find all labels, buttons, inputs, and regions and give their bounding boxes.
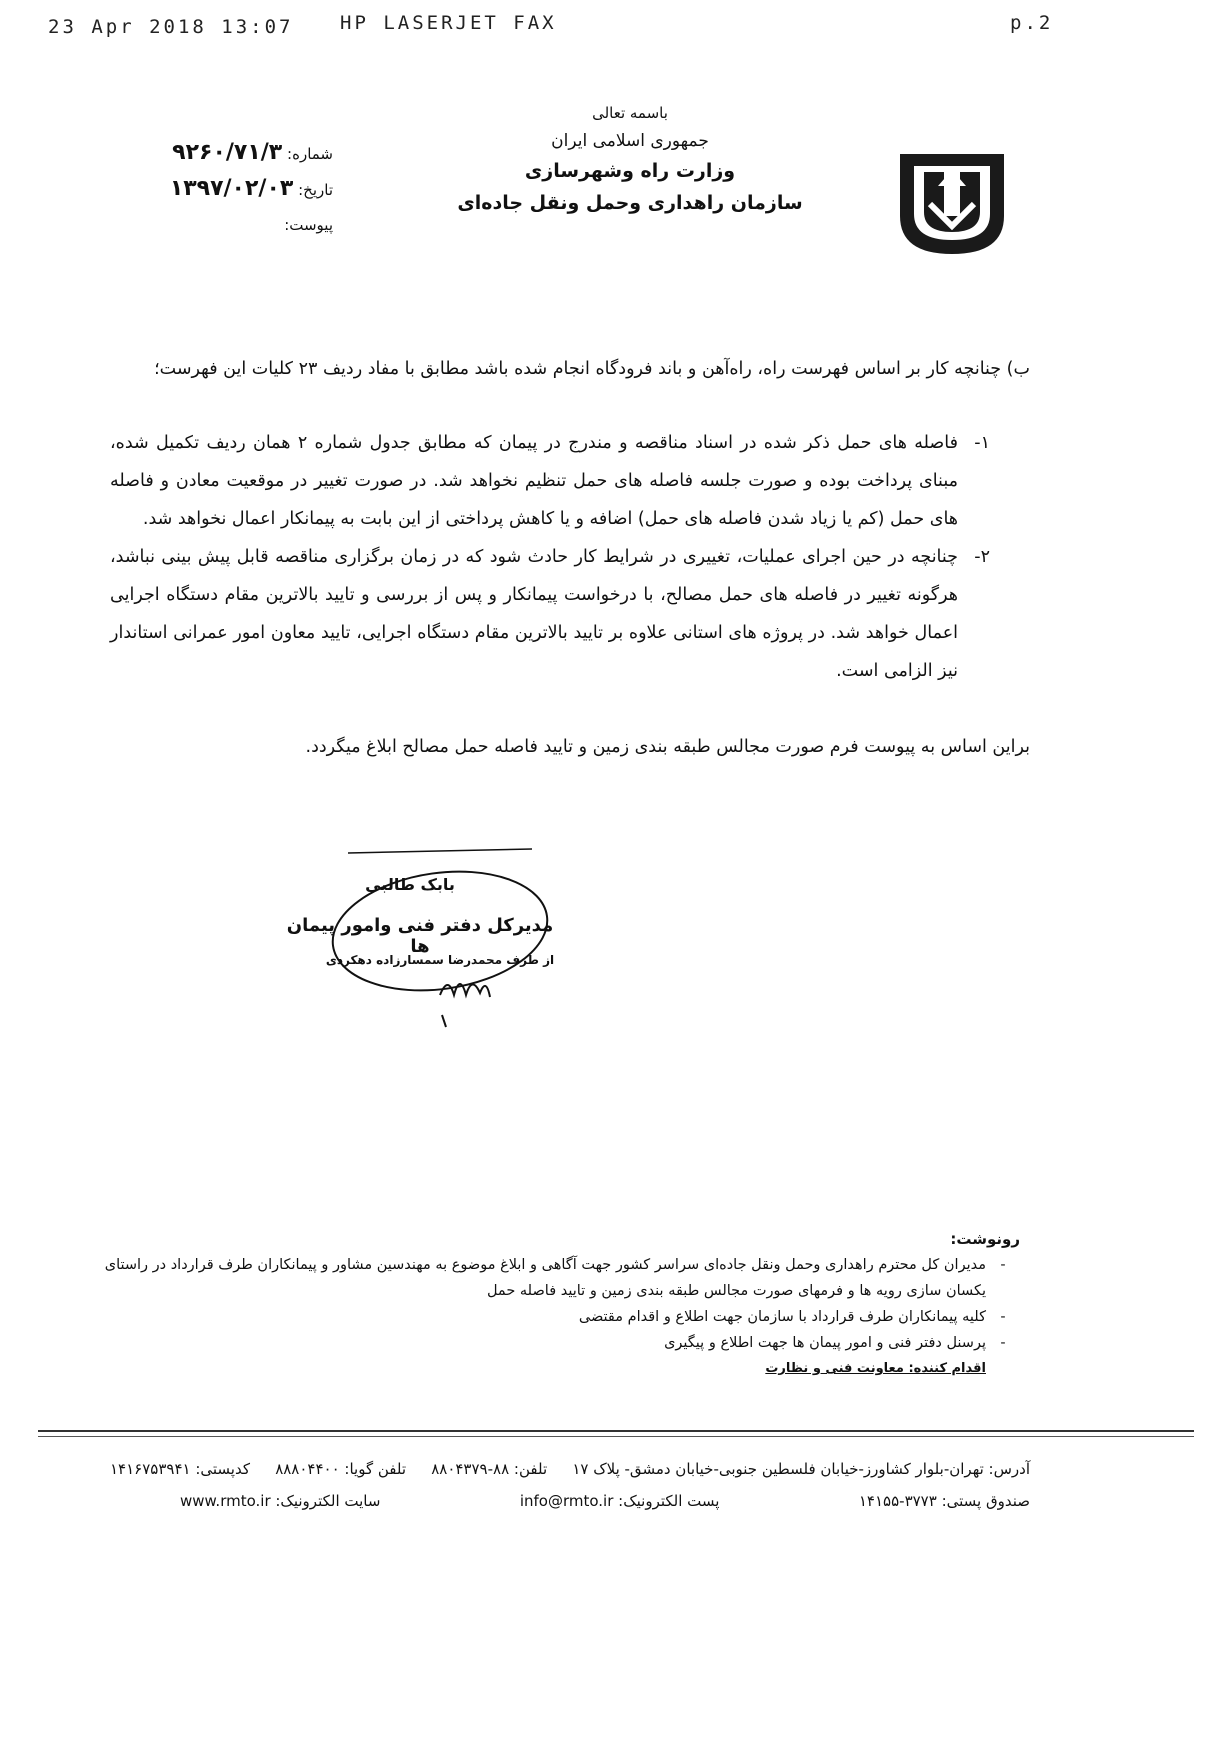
fax-device: HP LASERJET FAX bbox=[340, 12, 557, 34]
organization-name: سازمان راهداری وحمل ونقل جاده‌ای bbox=[457, 191, 803, 214]
footer-divider-thin bbox=[38, 1436, 1194, 1437]
signer-on-behalf: از طرف محمدرضا سمسارزاده دهکردی bbox=[325, 953, 555, 967]
letter-meta bbox=[93, 140, 333, 234]
footer-postcode: کدپستی: ۱۴۱۶۷۵۳۹۴۱ bbox=[110, 1460, 250, 1478]
cc-spacer bbox=[986, 1356, 1020, 1382]
cc-action bbox=[95, 1356, 1020, 1382]
footer-pobox: صندوق پستی: ۳۷۷۳-۱۴۱۵۵ bbox=[858, 1492, 1030, 1510]
signer-title: مدیرکل دفتر فنی وامور پیمان ها bbox=[286, 915, 554, 957]
attachment-label: پیوست: bbox=[284, 216, 333, 234]
footer-email: پست الکترونیک: info@rmto.ir bbox=[519, 1492, 720, 1510]
list-item bbox=[110, 424, 990, 538]
date-label: تاریخ: bbox=[298, 181, 333, 199]
body-intro: ب) چنانچه کار بر اساس فهرست راه، راه‌آهن و باند فرودگاه انجام شده باشد مطابق با مفاد ردیف ۲۳ کلیات این فهرست؛ bbox=[154, 359, 1030, 379]
fax-page-number: p.2 bbox=[1010, 12, 1054, 34]
footer-divider bbox=[38, 1430, 1194, 1432]
item-marker: ۱- bbox=[974, 433, 990, 453]
cc-item-text: پرسنل دفتر فنی و امور پیمان ها جهت اطلاع و پیگیری bbox=[664, 1335, 986, 1351]
footer-phone-auto: تلفن گویا: ۸۸۸۰۴۴۰۰ bbox=[275, 1460, 407, 1478]
invocation: باسمه تعالی bbox=[592, 104, 668, 122]
cc-list-item bbox=[95, 1330, 1020, 1356]
list-item bbox=[110, 538, 990, 690]
rmto-logo-icon bbox=[890, 146, 1014, 262]
letter-number: ۹۲۶۰/۷۱/۳ bbox=[172, 140, 283, 165]
footer-contact bbox=[110, 1460, 1030, 1510]
body-items bbox=[110, 424, 990, 690]
cc-heading: رونوشت: bbox=[950, 1230, 1020, 1248]
footer-website: سایت الکترونیک: www.rmto.ir bbox=[180, 1492, 381, 1510]
body-closing: براین اساس به پیوست فرم صورت مجالس طبقه بندی زمین و تایید فاصله حمل مصالح ابلاغ میگردد. bbox=[305, 737, 1030, 757]
cc-item-text: مدیران کل محترم راهداری وحمل ونقل جاده‌ای سراسر کشور جهت آگاهی و ابلاغ موضوع به مهندسین مشاور و پیمانکاران طرف قرارداد در راستای یکسان سازی رویه ها و فرمهای صورت مجالس طبقه بندی زمین و تایید فاصله حمل bbox=[104, 1257, 986, 1299]
footer-phone: تلفن: ۸۸-۸۸۰۴۳۷۹ bbox=[431, 1460, 548, 1478]
item-text: فاصله های حمل ذکر شده در اسناد مناقصه و مندرج در پیمان که مطابق جدول شماره ۲ همان ردیف تکمیل شده، مبنای پرداخت بوده و صورت جلسه فاصله های حمل تنظیم نخواهد شد. در صورت تغییر در موقعیت معادن و فاصله های حمل (کم یا زیاد شدن فاصله های حمل) اضافه و یا کاهش پرداختی از این بابت به پیمانکار اعمال نخواهد شد. bbox=[110, 433, 958, 529]
footer-address: آدرس: تهران-بلوار کشاورز-خیابان فلسطین جنوبی-خیابان دمشق- پلاک ۱۷ bbox=[572, 1460, 1030, 1478]
item-text: چنانچه در حین اجرای عملیات، تغییری در شرایط کار حادث شود که در زمان برگزاری مناقصه قابل پیش بینی نباشد، هرگونه تغییر در فاصله های حمل مصالح، با درخواست پیمانکار و پس از بررسی و تایید بالاترین مقام دستگاه اجرایی اعمال خواهد شد. در پروژه های استانی علاوه بر تایید بالاترین مقام دستگاه اجرایی، تایید معاون امور عمرانی استاندار نیز الزامی است. bbox=[110, 547, 958, 681]
cc-list-item bbox=[95, 1252, 1020, 1304]
item-marker: ۲- bbox=[974, 547, 990, 567]
cc-list-item bbox=[95, 1304, 1020, 1330]
cc-bullet: - bbox=[1000, 1257, 1006, 1273]
number-label: شماره: bbox=[287, 145, 333, 163]
country-name: جمهوری اسلامی ایران bbox=[551, 130, 709, 151]
signature-block bbox=[270, 845, 570, 1035]
letter-date: ۱۳۹۷/۰۲/۰۳ bbox=[169, 176, 294, 201]
cc-item-text: کلیه پیمانکاران طرف قرارداد با سازمان جهت اطلاع و اقدام مقتضی bbox=[578, 1309, 986, 1325]
cc-action-by: اقدام کننده: معاونت فنی و نظارت bbox=[765, 1361, 986, 1376]
ministry-name: وزارت راه وشهرسازی bbox=[524, 160, 736, 182]
cc-bullet: - bbox=[1000, 1309, 1006, 1325]
letterhead bbox=[420, 104, 840, 216]
cc-bullet: - bbox=[1000, 1335, 1006, 1351]
fax-datetime: 23 Apr 2018 13:07 bbox=[48, 16, 294, 38]
signer-name: بابک طالبی bbox=[365, 875, 455, 894]
cc-block bbox=[95, 1226, 1020, 1382]
